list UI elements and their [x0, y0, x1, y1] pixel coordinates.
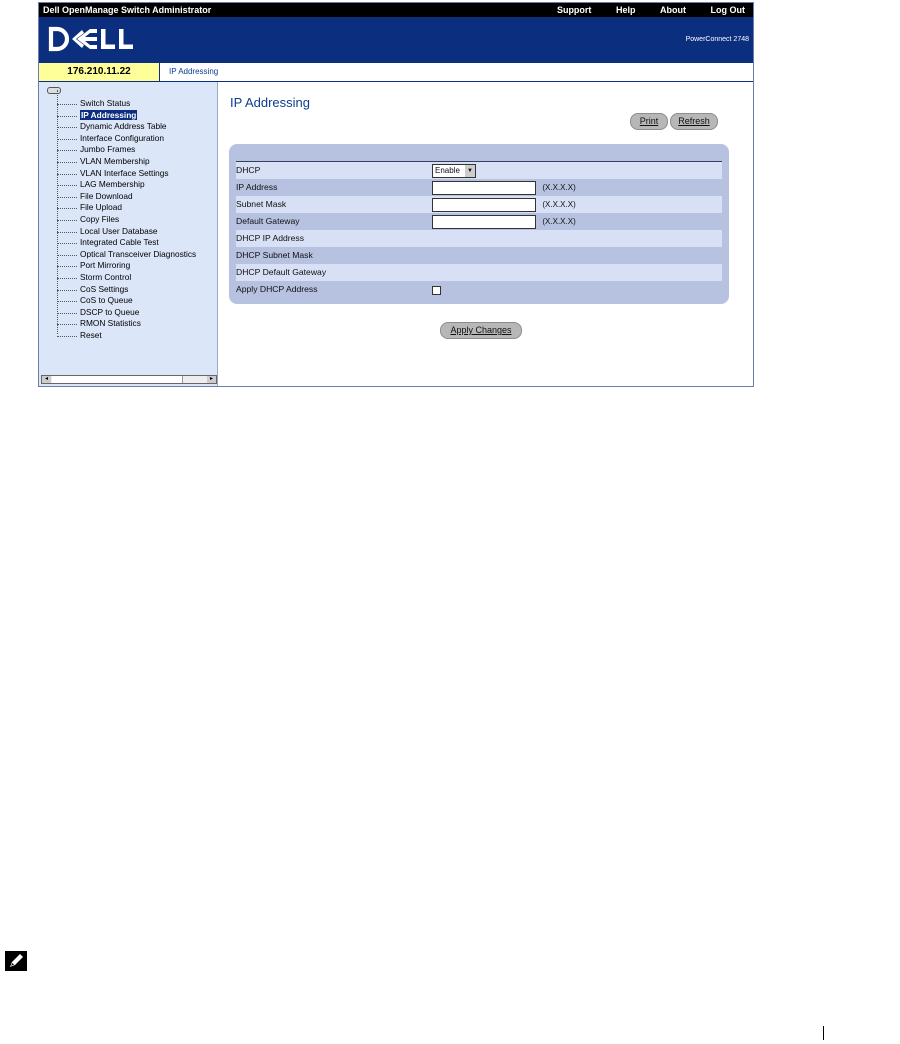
sidebar-item-label: Jumbo Frames [80, 144, 136, 155]
sidebar-item-file-download[interactable] [53, 191, 196, 203]
sidebar-item-label: Storm Control [80, 271, 132, 282]
subnet-mask-input[interactable] [432, 198, 536, 212]
chevron-down-icon[interactable]: ▼ [465, 165, 475, 177]
sidebar-item-reset[interactable] [53, 330, 196, 342]
ip-address-input[interactable] [432, 181, 536, 195]
sidebar-item-label: Integrated Cable Test [80, 237, 159, 248]
page-title: IP Addressing [230, 95, 310, 110]
main-content [218, 82, 753, 386]
sidebar-item-cos-to-queue[interactable] [53, 295, 196, 307]
sidebar [39, 82, 218, 386]
sidebar-item-label: Copy Files [80, 213, 120, 224]
menubar [39, 3, 753, 17]
sidebar-item-label: File Upload [80, 202, 122, 213]
dhcp-select[interactable]: Enable ▼ [432, 164, 476, 178]
switch-root-icon[interactable] [47, 87, 61, 94]
sidebar-item-label: Local User Database [80, 225, 158, 236]
apply-dhcp-checkbox[interactable] [432, 286, 441, 295]
sidebar-item-port-mirroring[interactable] [53, 260, 196, 272]
refresh-button[interactable]: Refresh [670, 113, 718, 130]
sidebar-item-vlan-interface-settings[interactable] [53, 168, 196, 180]
scroll-left-icon[interactable]: ◂ [42, 376, 51, 383]
scroll-right-icon[interactable]: ▸ [207, 376, 216, 383]
dhcp-ip-label: DHCP IP Address [236, 233, 304, 243]
sidebar-item-rmon-statistics[interactable] [53, 318, 196, 330]
sidebar-item-interface-configuration[interactable] [53, 133, 196, 145]
address-bar [39, 63, 753, 82]
dhcp-gateway-label: DHCP Default Gateway [236, 267, 327, 277]
sidebar-item-cos-settings[interactable] [53, 284, 196, 296]
sidebar-item-label: CoS Settings [80, 283, 129, 294]
sidebar-item-label: Dynamic Address Table [80, 121, 167, 132]
print-button[interactable]: Print [630, 113, 668, 130]
sidebar-item-label: Reset [80, 329, 102, 340]
ip-address-row [236, 179, 722, 196]
help-link[interactable]: Help [615, 5, 636, 15]
sidebar-item-label: Interface Configuration [80, 132, 164, 143]
device-ip-tab[interactable]: 176.210.11.22 [39, 63, 160, 81]
note-pencil-icon [4, 950, 28, 972]
sidebar-item-file-upload[interactable] [53, 202, 196, 214]
default-gateway-input[interactable] [432, 215, 536, 229]
ip-format-hint: (X.X.X.X) [542, 183, 576, 192]
app-title: Dell OpenManage Switch Administrator [43, 5, 212, 15]
sidebar-item-switch-status[interactable] [53, 98, 196, 110]
apply-dhcp-label: Apply DHCP Address [236, 284, 318, 294]
sidebar-item-label: VLAN Interface Settings [80, 167, 169, 178]
sidebar-item-label: VLAN Membership [80, 155, 150, 166]
sidebar-item-local-user-database[interactable] [53, 226, 196, 238]
dhcp-label: DHCP [236, 165, 261, 175]
gateway-format-hint: (X.X.X.X) [542, 217, 576, 226]
sidebar-item-label: LAG Membership [80, 179, 145, 190]
banner [39, 17, 753, 63]
dhcp-mask-label: DHCP Subnet Mask [236, 250, 313, 260]
subnet-mask-label: Subnet Mask [236, 199, 287, 209]
sidebar-item-ip-addressing[interactable] [53, 110, 196, 122]
sidebar-item-label: Port Mirroring [80, 260, 131, 271]
ip-address-label: IP Address [236, 182, 278, 192]
ip-settings-panel [229, 144, 729, 304]
sidebar-item-storm-control[interactable] [53, 272, 196, 284]
mask-format-hint: (X.X.X.X) [542, 200, 576, 209]
page-footer-divider [823, 1026, 824, 1040]
dhcp-row [236, 162, 722, 179]
sidebar-item-label: Switch Status [80, 98, 131, 108]
sidebar-item-copy-files[interactable] [53, 214, 196, 226]
support-link[interactable]: Support [556, 5, 592, 15]
sidebar-item-optical-transceiver-diagnostics[interactable] [53, 249, 196, 261]
logout-link[interactable]: Log Out [710, 5, 745, 15]
sidebar-item-label: IP Addressing [81, 109, 137, 120]
sidebar-item-label: RMON Statistics [80, 318, 141, 329]
scroll-thumb[interactable] [52, 376, 183, 383]
sidebar-item-dscp-to-queue[interactable] [53, 307, 196, 319]
sidebar-item-label: CoS to Queue [80, 295, 133, 306]
dell-logo [45, 26, 143, 52]
sidebar-item-label: File Download [80, 190, 133, 201]
horizontal-scrollbar[interactable] [41, 375, 217, 384]
top-links [535, 3, 745, 17]
about-link[interactable]: About [659, 5, 686, 15]
sidebar-item-label: Optical Transceiver Diagnostics [80, 248, 197, 259]
breadcrumb: IP Addressing [169, 67, 219, 76]
sidebar-item-jumbo-frames[interactable] [53, 144, 196, 156]
sidebar-item-label: DSCP to Queue [80, 306, 140, 317]
sidebar-item-dynamic-address-table[interactable] [53, 121, 196, 133]
apply-changes-button[interactable]: Apply Changes [440, 322, 522, 339]
sidebar-item-vlan-membership[interactable] [53, 156, 196, 168]
dhcp-mask-row [236, 247, 722, 264]
model-label: PowerConnect 2748 [685, 36, 749, 43]
subnet-mask-row [236, 196, 722, 213]
sidebar-item-integrated-cable-test[interactable] [53, 237, 196, 249]
apply-dhcp-row [236, 281, 722, 298]
default-gateway-label: Default Gateway [236, 216, 300, 226]
app-window [38, 2, 754, 387]
default-gateway-row [236, 213, 722, 230]
nav-tree [53, 98, 196, 341]
dhcp-ip-row [236, 230, 722, 247]
sidebar-item-lag-membership[interactable] [53, 179, 196, 191]
dhcp-gateway-row [236, 264, 722, 281]
